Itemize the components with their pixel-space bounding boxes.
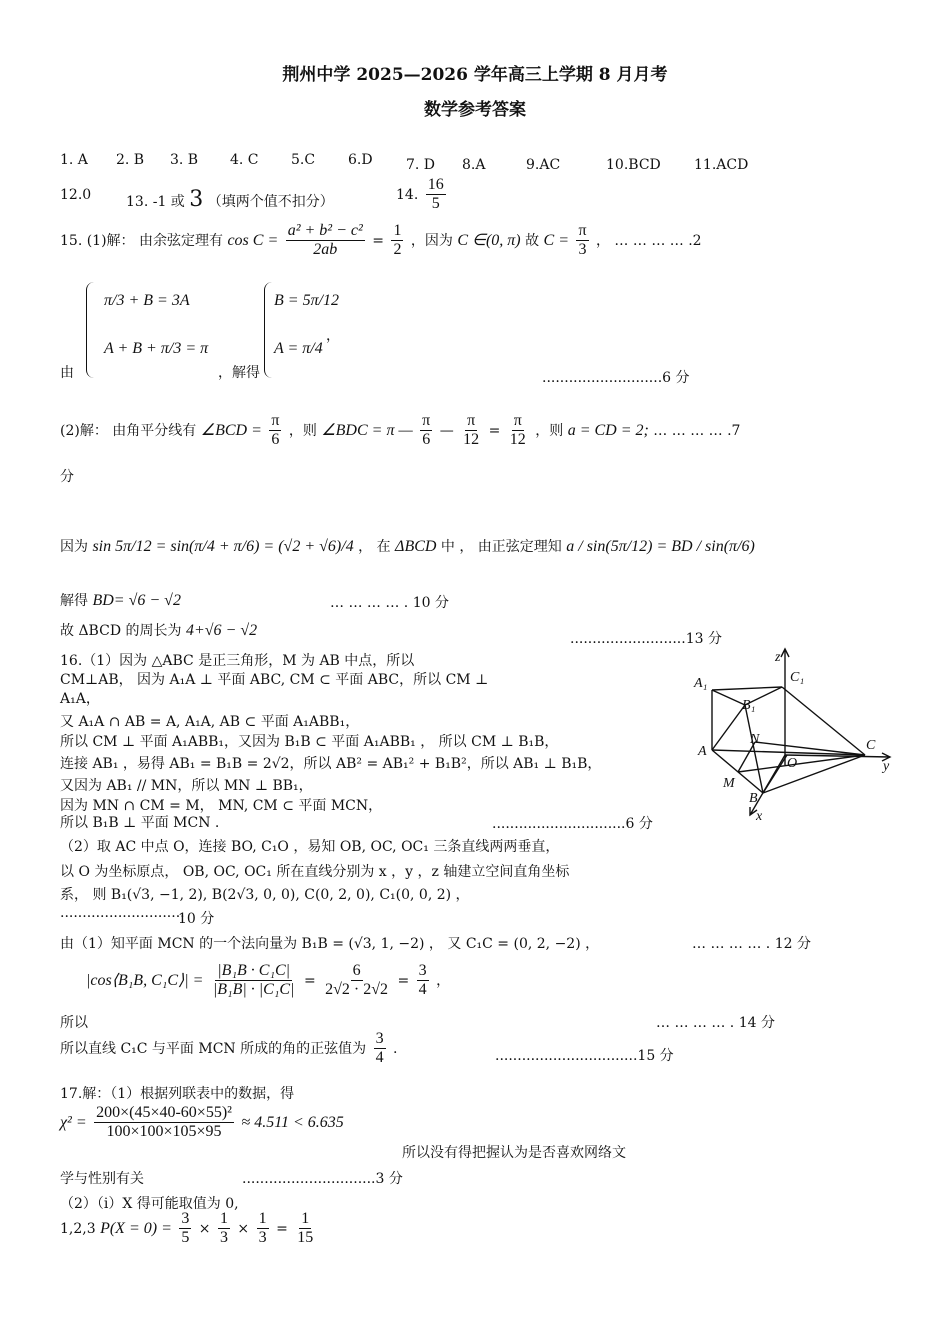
q17-score-3: ..............................3 分 — [242, 1171, 403, 1187]
q16-part2-line-3: 系， 则 B₁(√3, −1, 2), B(2√3, 0, 0), C(0, 2, 0), C₁(0, 0, 2) ， — [60, 887, 470, 903]
q16-line-8: 因为 MN ∩ CM = M， MN, CM ⊂ 平面 MCN， — [60, 798, 383, 814]
label-m: M — [723, 776, 735, 791]
answer-9: 9.AC — [526, 157, 561, 173]
prism-figure — [690, 645, 900, 825]
edge-a1b1 — [712, 690, 745, 705]
q16-final: 所以直线 C₁C 与平面 MCN 所成的角的正弦值为 $\frac{3}{4}$ . — [60, 1030, 398, 1067]
q16-score-6: ..............................6 分 — [492, 816, 653, 832]
q15-part2: (2)解： 由角平分线有 ∠BCD = $\frac{\pi}{6}$ ，则 ∠BDC = π — $\frac{\pi}{6}$ — $\frac{\pi}{12}$ = $\frac{\pi}{12}$ ，则 a = CD = 2; … … … … .7 — [60, 412, 741, 449]
label-y: y — [883, 759, 890, 774]
q16-line-4: 又 A₁A ∩ AB = A, A₁A, AB ⊂ 平面 A₁ABB₁， — [60, 714, 360, 730]
answer-8: 8.A — [462, 157, 486, 173]
answer-10: 10.BCD — [606, 157, 661, 173]
document-subtitle: 数学参考答案 — [424, 100, 526, 120]
answer-12: 12.0 — [60, 187, 92, 203]
label-a: A — [698, 744, 707, 759]
label-a1: A₁ — [694, 676, 708, 691]
q17-chi-square: χ² = $\frac{\text{200×(45×40-60×55)²}}{100\times 100\times 105\times 95}$ ≈ 4.511 < 6.635 — [60, 1104, 344, 1141]
answer-11: 11.ACD — [694, 157, 749, 173]
answer-7: 7. D — [406, 157, 436, 173]
answer-5: 5.C — [291, 152, 316, 168]
q16-line-5: 所以 CM ⊥ 平面 A₁ABB₁，又因为 B₁B ⊂ 平面 A₁ABB₁ ， 所以 CM ⊥ B₁B， — [60, 734, 559, 750]
edge-bc — [763, 755, 865, 793]
label-x: x — [756, 809, 763, 824]
label-z: z — [775, 650, 781, 665]
answer-3: 3. B — [170, 152, 199, 168]
label-c1: C₁ — [790, 670, 805, 685]
segment-ab1 — [712, 705, 745, 750]
q15-bd: 解得 BD= √6 − √2 — [60, 592, 181, 609]
edge-c1c — [782, 687, 865, 755]
q17-px0: 1,2,3 P(X = 0) = $\frac{3}{5}$ × $\frac{1}{3}$ × $\frac{1}{3}$ = $\frac{1}{15}$ — [60, 1210, 314, 1247]
q16-part2-line-4: 由（1）知平面 MCN 的一个法向量为 B₁B = (√3, 1, −2) ， 又 C₁C = (0, 2, −2) ， — [60, 936, 600, 952]
document-title: 荆州中学 2025—2026 学年高三上学期 8 月月考 — [282, 65, 668, 85]
q16-line-1: 16.（1）因为 △ABC 是正三角形，M 为 AB 中点，所以 — [60, 653, 415, 669]
q15-sin: 因为 sin 5π/12 = sin(π/4 + π/6) = (√2 + √6)/4 ， 在 ΔBCD 中 ， 由正弦定理知 a / sin(5π/12) = BD / sin(π/6) — [60, 538, 755, 555]
answer-14: 14. $\frac{16}{5}$ — [396, 176, 444, 213]
q15-part1: 15. (1)解： 由余弦定理有 cos C = $\frac{\text{a² + b² − c²}}{2ab}$ = $\frac{1}{2}$ ，因为 C ∈(0, π) 故 C = $\frac{\pi}{3}$ ， … … … … .2 — [60, 222, 702, 259]
label-c: C — [866, 738, 876, 753]
q15-perimeter: 故 ΔBCD 的周长为 4+√6 − √2 — [60, 622, 258, 639]
answer-1: 1. A — [60, 152, 88, 168]
q16-score-15: ................................15 分 — [495, 1048, 674, 1064]
q16-part2-line-1: （2）取 AC 中点 O，连接 BO, C₁O ，易知 OB, OC, OC₁ 三条直线两两垂直， — [60, 839, 560, 855]
label-o: O — [787, 756, 798, 771]
y-axis — [785, 755, 890, 757]
answer-sheet-page: 荆州中学 2025—2026 学年高三上学期 8 月月考 数学参考答案 1. A 2. B 3. B 4. C 5.C 6.D 7. D 8.A 9.AC 10.BCD 11.ACD 12.0 13. -1 或 3 （填两个值不扣分） 14. $\frac{16}{5}$ 15. (1)解： 由余弦定理有 cos C = $\frac{\text{a² + b² − c²}}{2ab}$ = $\frac{1}{2}$ ，因为 C ∈(0, π) 故 C = $\frac{\pi}{3}$ ， … … … … .2 由 π/3 + B = 3A A + B + π/3 = π ，解得 B = 5π/12 A = π/4 ， ...........................6 分 (2)解： 由角平分线有 ∠BCD = $\frac{\pi}{6}$ ，则 ∠BDC = π — $\frac{\pi}{6}$ — $\frac{\pi}{12}$ = $\frac{\pi}{12}$ ，则 a = CD = 2; … … … … .7 分 因为 sin 5π/12 = sin(π/4 + π/6) = (√2 + √6)/4 ， 在 ΔBCD 中 ， 由正弦定理知 a / sin(5π/12) = BD / sin(π/6) 解得 BD= √6 − √2 … … … … . 10 分 故 ΔBCD 的周长为 4+√6 − √2 ..........................13 分 16.（1）因为 △ABC 是正三角形，M 为 AB 中点，所以 CM⊥AB， 因为 A₁A ⊥ 平面 ABC, CM ⊂ 平面 ABC，所以 CM ⊥ A₁A， 又 A₁A ∩ AB = A, A₁A, AB ⊂ 平面 A₁ABB₁， 所以 CM ⊥ 平面 A₁ABB₁，又因为 B₁B ⊂ 平面 A₁ABB₁ ， 所以 CM ⊥ B₁B， 连接 AB₁ ，易得 AB₁ = B₁B = 2√2，所以 AB² = AB₁² + B₁B²，所以 AB₁ ⊥ B₁B， 又因为 AB₁ // MN，所以 MN ⊥ BB₁， 因为 MN ∩ CM = M， MN, CM ⊂ 平面 MCN， 所以 B₁B ⊥ 平面 MCN . ..............................6 分 （2）取 AC 中点 O，连接 BO, C₁O ，易知 OB, OC, OC₁ 三条直线两两垂直， 以 O 为坐标原点， OB, OC, OC₁ 所在直线分别为 x ，y ，z 轴建立空间直角坐标 系， 则 B₁(√3, −1, 2), B(2√3, 0, 0), C(0, 2, 0), C₁(0, 0, 2) ， ............................ 10 分 由（1）知平面 MCN 的一个法向量为 B₁B = (√3, 1, −2) ， 又 C₁C = (0, 2, −2) ， … … … … . 12 分 |cos⟨B₁B, C₁C⟩| = $\frac{\text{|B₁B · C₁C|}}{\text{|B₁B| · |C₁C|}}$ = $\frac{6}{2√2 \cdot 2√2}$ = $\frac{3}{4}$ ， 所以 … … … … . 14 分 所以直线 C₁C 与平面 MCN 所成的角的正弦值为 $\frac{3}{4}$ . ................................15 分 17.解：（1）根据列联表中的数据，得 χ² = $\frac{\text{200×(45×40-60×55)²}}{100\times 100\times 105\times 95}$ ≈ 4.511 < 6.635 所以没有得把握认为是否喜欢网络文 学与性别有关 ..............................3 分 （2）（i）X 得可能取值为 0, 1,2,3 P(X = 0) = $\frac{3}{5}$ × $\frac{1}{3}$ × $\frac{1}{3}$ = $\frac{1}{15}$ A₁ C₁ B₁ A N C O M B x y z — [0, 0, 950, 1344]
q16-part2-line-2: 以 O 为坐标原点， OB, OC, OC₁ 所在直线分别为 x ，y ，z 轴建立空间直角坐标 — [60, 864, 570, 880]
q16-line-7: 又因为 AB₁ // MN，所以 MN ⊥ BB₁， — [60, 778, 313, 794]
q16-line-2: CM⊥AB， 因为 A₁A ⊥ 平面 ABC, CM ⊂ 平面 ABC，所以 CM ⊥ — [60, 672, 489, 688]
equation-system-2: B = 5π/12 A = π/4 — [264, 282, 364, 378]
q15-score-6: ...........................6 分 — [542, 370, 690, 386]
q16-line-3: A₁A， — [60, 691, 100, 707]
edge-a1c1 — [712, 687, 782, 690]
q16-line-9: 所以 B₁B ⊥ 平面 MCN . — [60, 815, 220, 831]
q15-solve: ，解得 — [218, 365, 260, 381]
q17-part2: （2）（i）X 得可能取值为 0, — [60, 1196, 239, 1212]
answer-13: 13. -1 或 3 （填两个值不扣分） — [126, 187, 334, 212]
answer-2: 2. B — [116, 152, 145, 168]
segment-bo — [763, 755, 787, 793]
q16-cos-formula: |cos⟨B₁B, C₁C⟩| = $\frac{\text{|B₁B · C₁C|}}{\text{|B₁B| · |C₁C|}}$ = $\frac{6}{2√2 \cdot 2√2}$ = $\frac{3}{4}$ ， — [86, 962, 451, 999]
q16-line-6: 连接 AB₁ ，易得 AB₁ = B₁B = 2√2，所以 AB² = AB₁² + B₁B²，所以 AB₁ ⊥ B₁B， — [60, 756, 602, 772]
q17-line-1: 17.解：（1）根据列联表中的数据，得 — [60, 1086, 295, 1102]
label-n: N — [750, 732, 760, 747]
label-b1: B₁ — [742, 698, 756, 713]
q16-score-14: … … … … . 14 分 — [656, 1015, 775, 1031]
q15-you: 由 — [60, 365, 74, 381]
answer-6: 6.D — [348, 152, 373, 168]
label-b: B — [749, 791, 758, 806]
answer-4: 4. C — [230, 152, 259, 168]
equation-system-1: π/3 + B = 3A A + B + π/3 = π — [86, 282, 216, 378]
